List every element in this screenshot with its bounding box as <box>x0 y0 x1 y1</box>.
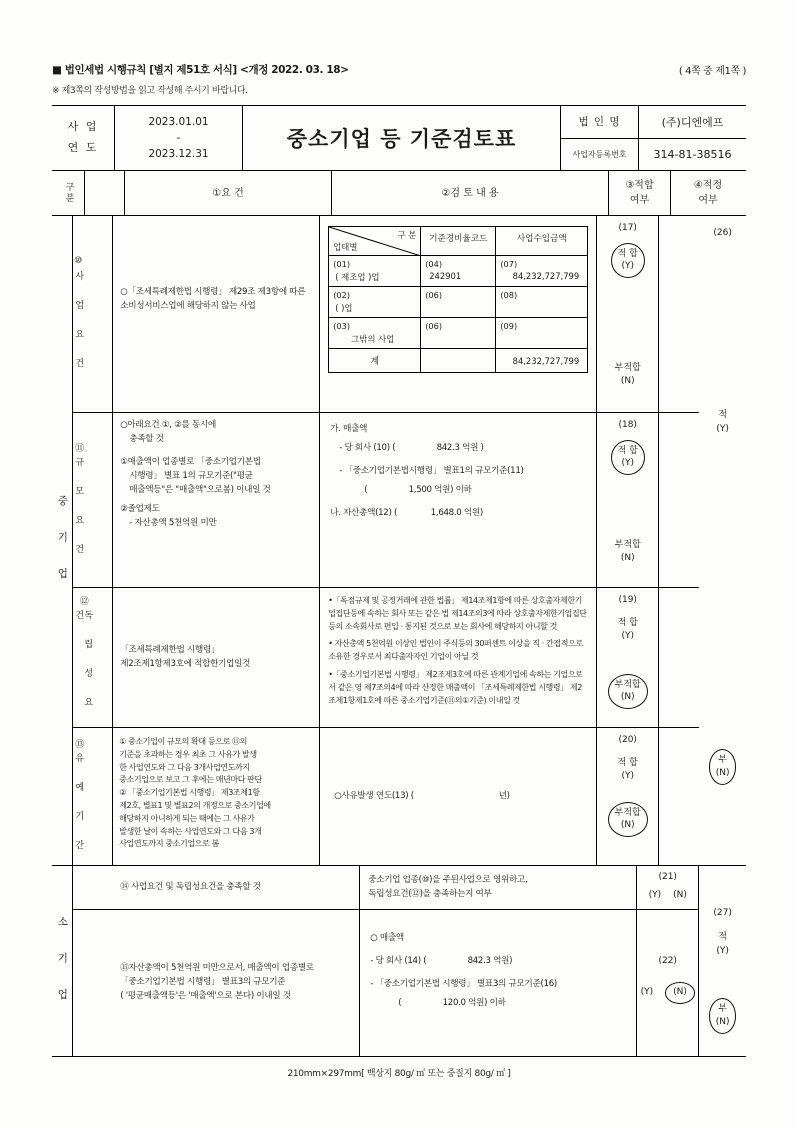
validity-column <box>699 216 746 1056</box>
fit-grace-yes-label: 적 합 <box>617 757 638 768</box>
fit-size-yes[interactable] <box>611 440 645 475</box>
grace-req-line3: 한 사업연도와 그 다음 3개사업연도까지 <box>119 762 250 772</box>
validity-medium-no-code: (N) <box>715 767 730 778</box>
requirement-business-text: ○「조세특례제한법 시행령」 제29조 제3항에 따른 소비성서비스업에 해당하지 않는 사업 <box>120 287 306 311</box>
validity-medium-yes-label: 적 <box>718 410 727 420</box>
grace-req-line1: ① 중소기업이 규모의 확대 등으로 ⑪의 <box>119 737 247 746</box>
corp-name-row <box>561 106 746 139</box>
year-to: 2023.12.31 <box>148 148 209 161</box>
business-type-header <box>329 227 588 256</box>
small-size-rev-2-value[interactable]: 120.0 <box>442 997 466 1008</box>
gubun-small-enterprise <box>52 866 72 1056</box>
fit-business <box>597 216 659 412</box>
small-size-rev-2-open: ( <box>398 997 402 1008</box>
fit-independence-yes[interactable] <box>614 615 642 645</box>
requirement-business <box>113 216 320 412</box>
review-grace <box>320 728 597 865</box>
fit-size-yes-code: (Y) <box>621 458 634 469</box>
col-header-item <box>85 171 125 215</box>
business-code-val-1[interactable]: 242901 <box>429 271 462 281</box>
grace-req-line6: 제2호, 별표1 및 별표2의 개정으로 중소기업에 <box>119 800 271 810</box>
paper-spec-footer: 210mm×297mm[ 백상지 80g/ ㎡ 또는 중질지 80g/ ㎡ ] <box>287 1069 511 1079</box>
fit-small-req-no[interactable]: (N) <box>673 889 687 900</box>
document-title: 중소기업 등 기준검토표 <box>243 106 561 170</box>
criteria-table <box>52 171 746 1057</box>
fit-business-yes-label: 적 합 <box>617 248 638 259</box>
item-label-business <box>73 216 113 412</box>
independence-req-line2: 제2조제1항제3호에 적합한기업일것 <box>120 658 251 669</box>
business-type-cell-3 <box>329 318 421 349</box>
business-type-num-2: (02) <box>333 290 351 300</box>
fit-grace-no-code: (N) <box>620 820 635 831</box>
business-type-table <box>328 226 588 373</box>
size-rev-a1-value[interactable]: 842.3 <box>436 442 460 453</box>
row-grace-period <box>73 728 699 866</box>
fit-grace-yes[interactable] <box>614 755 642 785</box>
gubun-medium-label: 중 기 업 <box>56 495 69 586</box>
business-amount-cell-1 <box>496 256 588 287</box>
grace-req-line8: 발생한 날이 속하는 사업연도와 그 다음 3개 <box>119 826 262 836</box>
item-label-size <box>73 413 113 587</box>
corp-name-value[interactable]: (주)디엔에프 <box>661 115 724 129</box>
row-small-biz-requirement <box>73 866 699 910</box>
independence-bullet-1: •「독점규제 및 공정거래에 관한 법률」 제14조제1항에 따른 상호출자제한기업집단등에 속하는 회사 또는 같은 법 제14조의3에 따라 상호출자제한기업집단등의 소속회사로 편입 · 통지된 것으로 보는 회사에 해당하지 아니할 것 <box>328 596 587 631</box>
fit-business-num: (17) <box>618 223 637 233</box>
size-rev-b-label: 나. 자산총액(12) ( <box>330 507 398 518</box>
fit-small-size-num: (22) <box>658 955 677 966</box>
small-size-rev-2-unit: 억원) 이하 <box>468 997 506 1008</box>
business-total-amount: 84,232,727,799 <box>512 355 580 366</box>
validity-small-no[interactable] <box>709 998 737 1034</box>
requirement-small-biz <box>113 866 360 909</box>
validity-small-no-label: 부 <box>718 1003 727 1014</box>
fit-independence-num: (19) <box>618 595 637 605</box>
business-code-cell-2 <box>421 287 496 318</box>
business-year-label <box>52 106 115 170</box>
fit-business-yes-code: (Y) <box>621 261 634 272</box>
validity-small-no-code: (N) <box>715 1016 730 1027</box>
fit-business-no-code: (N) <box>620 375 635 386</box>
small-size-rev-1-unit: 억원) <box>493 955 513 966</box>
fit-size-no-label: 부적합 <box>614 539 641 550</box>
corp-name-label: 법 인 명 <box>561 106 639 138</box>
fit-business-no-label: 부적합 <box>614 362 641 373</box>
grace-req-line4: 중소기업으로 보고 그 후에는 매년마다 판단 <box>119 775 262 785</box>
criteria-rows <box>73 216 699 1056</box>
validity-medium-yes[interactable] <box>716 408 729 437</box>
biz-no-label: 사업자등록번호 <box>561 139 639 171</box>
fit-independence-yes-code: (Y) <box>621 630 634 641</box>
col-header-validity-line2: 여부 <box>698 195 718 206</box>
size-req-line1: ○아래요건 ①, ②를 동시에 <box>120 420 216 430</box>
item-label-independence <box>73 588 113 727</box>
grace-req-line7: 해당하지 아니하게 되는 때에는 그 사유가 <box>119 813 255 823</box>
col-header-fit-line1: ③적합 <box>625 180 654 191</box>
grace-req-line9: 사업연도까지 중소기업으로 봄 <box>119 839 219 849</box>
small-size-rev-1-value[interactable]: 842.3 <box>467 955 491 966</box>
size-rev-a2-unit: 억원) 이하 <box>434 484 472 495</box>
small-biz-review-line2: 독립성요건(⑫)을 충족하는지 여부 <box>368 888 492 899</box>
business-total-amount-cell <box>496 349 588 373</box>
validity-small <box>699 866 746 1056</box>
item-num-size: ⑪ <box>73 442 84 457</box>
item-text-independence: 독 립 성 요 건 <box>73 610 93 711</box>
small-size-rev-1 <box>370 955 626 969</box>
gubun-medium-enterprise <box>52 216 72 866</box>
validity-medium-yes-code: (Y) <box>716 424 729 435</box>
small-size-req-line1: ⑮자산총액이 5천억원 미만으로서, 매출액이 업종별로 <box>120 963 314 974</box>
size-rev-a1-label: - 당 회사 (10) ( <box>339 442 396 453</box>
fit-grace-yes-code: (Y) <box>621 770 634 781</box>
review-size <box>320 413 597 587</box>
review-independence <box>320 588 597 727</box>
table-row <box>329 256 588 287</box>
fit-independence <box>597 588 659 727</box>
fit-independence-no-label: 부적합 <box>614 679 641 690</box>
fit-size-yes-label: 적 합 <box>617 445 638 456</box>
business-amount-cell-2 <box>496 287 588 318</box>
grace-review-unit: 년) <box>498 790 510 801</box>
biz-no-value[interactable]: 314-81-38516 <box>653 147 732 161</box>
validity-small-num: (27) <box>713 908 732 918</box>
size-rev-b-unit: 억원) <box>463 507 483 518</box>
size-req-line2: ①매출액이 업종별로 「중소기업기본법 <box>120 456 261 467</box>
gubun-small-label: 소 기 업 <box>56 915 69 1007</box>
gubun-column <box>52 216 73 1056</box>
validity-medium <box>699 216 746 866</box>
independence-req-line1: 「조세특례제한법 시행령」 <box>120 644 220 655</box>
independence-bullet-2: • 자산총액 5천억원 이상인 법인이 주식등의 30퍼센트 이상을 직 · 간접적으로 소유한 경우로서 최다출자자인 기업이 아닐 것 <box>328 639 583 662</box>
item-num-business: ⑩ <box>73 256 84 271</box>
grace-review-row <box>334 790 510 804</box>
business-type-diag-header <box>329 227 421 256</box>
small-size-rev-title: ○ 매출액 <box>370 933 404 943</box>
independence-bullet-3: •「중소기업기본법 시행령」 제2조제3호에 따른 관계기업에 속하는 기업으로서 같은 영 제7조의4에 따라 산정한 매출액이 「조세특례제한법 시행령」 제2조제1항제1호에 따른 중소기업기준(⑪의①기준) 이내일 것 <box>328 669 583 705</box>
size-req-line3b: - 자산총액 5천억원 미만 <box>129 517 217 528</box>
item-label-small-req <box>73 866 113 909</box>
fit-independence-no-code: (N) <box>620 692 635 703</box>
validity-medium-no[interactable] <box>709 749 737 785</box>
business-type-name-2[interactable]: ( )업 <box>335 303 353 313</box>
col-header-validity <box>671 171 745 215</box>
fit-small-req-num: (21) <box>658 872 677 882</box>
small-size-rev-1-label: - 당 회사 (14) ( <box>370 955 427 966</box>
form-instruction: ※ 제3쪽의 작성방법을 읽고 작성해 주시기 바랍니다. <box>52 86 248 96</box>
validity-small-yes-label: 적 <box>718 932 727 942</box>
size-rev-a1 <box>330 442 586 456</box>
col-header-fit-line2: 여부 <box>629 195 650 206</box>
business-amount-num-2: (08) <box>500 290 518 300</box>
fit-small-biz-size <box>637 910 699 1056</box>
size-req-line2c: 매출액등"은 "매출액"으로봄) 이내일 것 <box>129 484 271 495</box>
size-rev-a-title: 가. 매출액 <box>330 424 368 434</box>
year-from: 2023.01.01 <box>148 115 209 128</box>
item-text-grace: 유 예 기 간 <box>73 753 84 854</box>
business-year-label-line1: 사 업 <box>67 120 99 134</box>
fit-small-biz-req <box>637 866 699 909</box>
business-type-cell-2 <box>329 287 421 318</box>
fit-small-req-yes[interactable]: (Y) <box>648 889 662 900</box>
small-biz-req-text: ⑭ 사업요건 및 독립성요건을 충족할 것 <box>120 881 261 892</box>
business-total-label: 계 <box>329 349 421 373</box>
business-code-num-1: (04) <box>425 259 443 269</box>
fit-small-size-no[interactable]: (N) <box>665 982 695 1004</box>
size-req-line1b: 충족할 것 <box>129 433 164 444</box>
business-code-num-3: (06) <box>425 321 443 331</box>
business-type-amount-header: 사업수입금액 <box>496 227 588 256</box>
col-header-requirement-label: ①요 건 <box>212 187 244 199</box>
diag-label-gubun: 구 분 <box>397 230 417 240</box>
item-num-independence: ⑫ <box>77 596 88 610</box>
size-req-line3: ②졸업제도 <box>120 503 160 514</box>
business-type-num-3: (03) <box>333 321 351 331</box>
fit-independence-yes-label: 적 합 <box>617 617 638 628</box>
grace-review-label: ○사유발생 연도(13) ( <box>334 790 414 801</box>
row-size-requirement <box>73 413 699 588</box>
small-biz-review-line1: 중소기업 업종(⑩)을 주된사업으로 영위하고, <box>368 874 528 885</box>
fit-small-size-yes[interactable]: (Y) <box>640 987 654 997</box>
fit-grace <box>597 728 659 865</box>
table-header-row <box>52 171 746 216</box>
size-rev-b-value[interactable]: 1,648.0 <box>430 507 462 518</box>
form-reference: ■ 법인세법 시행규칙 [별지 제51호 서식] <개정 2022. 03. 18> <box>52 64 349 76</box>
col-header-review <box>332 171 609 215</box>
size-rev-a2-open: ( <box>364 484 368 495</box>
item-label-grace <box>73 728 113 865</box>
small-size-rev-2 <box>370 997 626 1011</box>
title-block <box>52 105 746 171</box>
fit-size-no[interactable] <box>611 537 645 567</box>
size-rev-a2-label: - 「중소기업기본법시행령」 별표1의 규모기준(11) <box>339 465 524 476</box>
business-total-row <box>329 349 588 373</box>
review-small-biz <box>360 866 637 909</box>
size-rev-a2 <box>330 484 586 498</box>
fit-business-no[interactable] <box>611 360 645 390</box>
requirement-grace <box>113 728 320 865</box>
review-business <box>320 216 597 412</box>
grace-req-line5: ② 「중소기업기본법 시행령」 제3조제1항 <box>119 788 260 798</box>
grace-req-line2: 기준을 초과하는 경우 최초 그 사유가 발생 <box>119 749 257 759</box>
fit-independence-no[interactable] <box>608 674 648 709</box>
review-small-size <box>360 910 637 1056</box>
col-header-validity-line1: ④적정 <box>693 180 723 191</box>
business-type-num-1: (01) <box>333 259 351 269</box>
requirement-small-size <box>113 910 360 1056</box>
fit-size-no-code: (N) <box>620 552 635 563</box>
business-type-cell-1 <box>329 256 421 287</box>
requirement-size <box>113 413 320 587</box>
business-amount-num-3: (09) <box>500 321 518 331</box>
col-header-fit <box>609 171 671 215</box>
col-header-gubun <box>52 171 85 215</box>
business-year-value[interactable] <box>115 106 243 170</box>
business-type-name-1[interactable]: ( 제조업 )업 <box>335 272 380 282</box>
page-reference: ( 4쪽 중 제1쪽 ) <box>678 66 746 77</box>
fit-size-num: (18) <box>618 420 637 430</box>
small-size-rev-2-label: - 「중소기업기본법 시행령」 별표3의 규모기준(16) <box>370 978 557 989</box>
item-num-grace: ⑬ <box>73 739 84 753</box>
item-text-business: 사 업 요 건 <box>73 271 84 372</box>
table-row <box>329 287 588 318</box>
fit-business-yes[interactable] <box>611 243 645 278</box>
validity-small-yes-code: (Y) <box>716 946 729 957</box>
col-header-requirement <box>125 171 332 215</box>
col-header-review-label: ②검 토 내 용 <box>441 187 499 199</box>
business-total-code <box>421 349 496 373</box>
small-size-req-line2: 「중소기업기본법 시행령」 별표3의 규모기준 <box>120 977 286 988</box>
fit-size <box>597 413 659 587</box>
business-type-code-header: 기준경비율코드 <box>421 227 496 256</box>
fit-grace-num: (20) <box>618 735 637 745</box>
business-type-name-3: 그밖의 사업 <box>351 334 395 344</box>
year-dash: - <box>176 131 181 144</box>
business-amount-cell-3 <box>496 318 588 349</box>
size-rev-a2-value[interactable]: 1,500 <box>408 484 432 495</box>
size-rev-b <box>330 507 586 521</box>
requirement-independence <box>113 588 320 727</box>
business-code-num-2: (06) <box>425 290 443 300</box>
validity-medium-no-label: 부 <box>718 754 727 765</box>
business-amount-val-1[interactable]: 84,232,727,799 <box>512 271 580 281</box>
validity-medium-num: (26) <box>713 228 732 238</box>
fit-grace-no[interactable] <box>608 802 648 837</box>
row-independence-requirement <box>73 588 699 728</box>
corporation-info <box>561 106 746 170</box>
size-req-line2b: 시행령」 별표 1의 규모기준("평균 <box>129 470 253 481</box>
row-business-requirement <box>73 216 699 413</box>
form-header-line <box>52 62 746 77</box>
col-header-gubun-label: 구분 <box>63 182 74 204</box>
biz-no-row <box>561 139 746 171</box>
business-code-cell-3 <box>421 318 496 349</box>
small-size-req-line3: ( '평균매출액등'은 '매출액'으로 본다) 이내일 것 <box>120 990 291 1001</box>
item-label-small-size <box>73 910 113 1056</box>
row-small-biz-size <box>73 910 699 1056</box>
diag-label-type: 업태별 <box>333 242 358 252</box>
fit-grace-no-label: 부적합 <box>614 807 641 818</box>
business-year-label-line2: 연 도 <box>67 141 99 154</box>
size-rev-a1-unit: 억원 ) <box>462 442 484 453</box>
validity-small-yes[interactable] <box>716 930 729 959</box>
table-row <box>329 318 588 349</box>
business-code-cell-1 <box>421 256 496 287</box>
business-amount-num-1: (07) <box>500 259 518 269</box>
item-text-size: 규 모 요 건 <box>73 456 84 558</box>
